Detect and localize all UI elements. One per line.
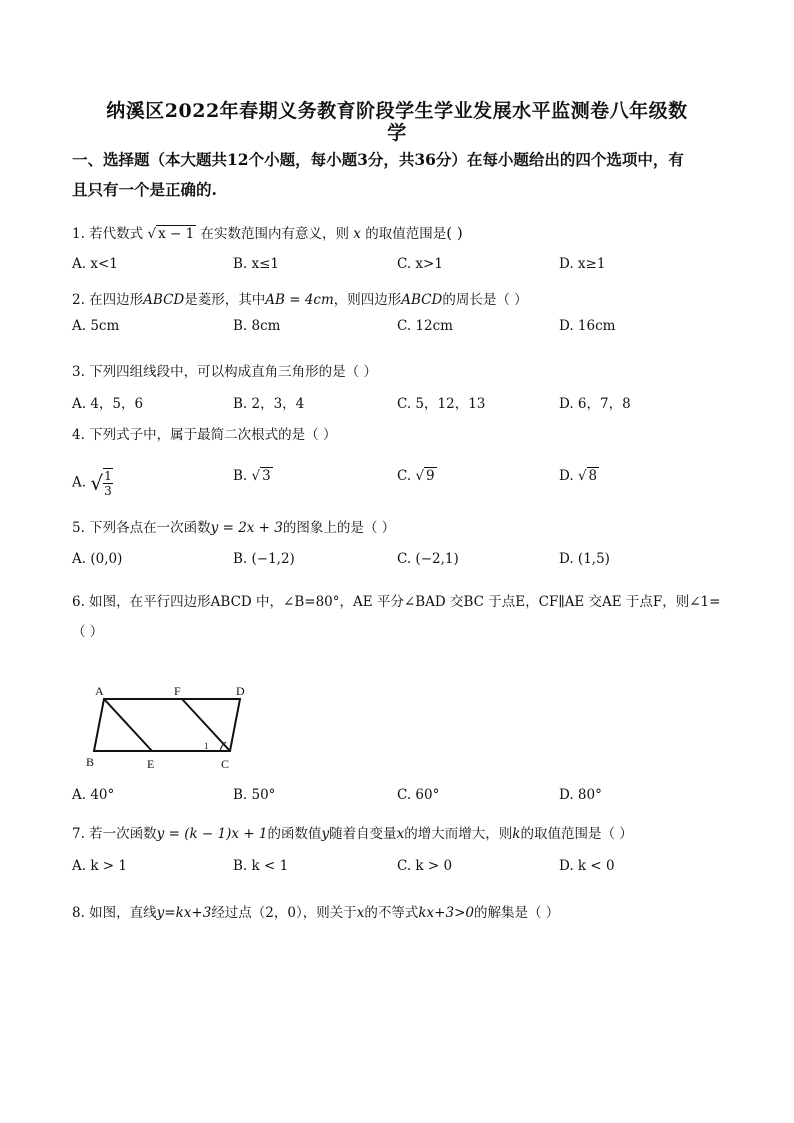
- label-angle-1: 1: [204, 741, 209, 751]
- q4-option-d-radicand: 8: [588, 468, 598, 484]
- q1-paren: ( ): [446, 224, 463, 242]
- q6-option-d[interactable]: D. 80°: [559, 787, 602, 803]
- q5-stem-a: 5. 下列各点在一次函数: [72, 520, 211, 536]
- question-5: [72, 516, 722, 536]
- q4-option-b[interactable]: B. √ 3: [233, 468, 271, 484]
- q2-option-c[interactable]: C. 12cm: [397, 318, 453, 334]
- label-d: D: [236, 684, 245, 698]
- q7-var-k: k: [512, 826, 521, 842]
- question-7: [72, 822, 722, 842]
- q1-option-c[interactable]: C. x>1: [397, 256, 443, 272]
- exam-title-line1: 纳溪区2022年春期义务教育阶段学生学业发展水平监测卷八年级数: [106, 100, 688, 122]
- q3-option-b[interactable]: B. 2，3，4: [233, 396, 305, 412]
- q2-shape: ABCD: [143, 292, 185, 308]
- q8-stem-b: 经过点（2，0），则关于: [211, 905, 357, 921]
- q7-func: y = (k − 1)x + 1: [156, 826, 268, 842]
- q3-option-a[interactable]: A. 4，5，6: [72, 396, 144, 412]
- q2-option-d[interactable]: D. 16cm: [559, 318, 616, 334]
- q7-stem-e: 的取值范围是（ ）: [520, 826, 633, 842]
- q4-option-c-label: C.: [397, 468, 412, 484]
- q5-option-c[interactable]: C. (−2,1): [397, 551, 459, 567]
- q7-stem-b: 的函数值: [267, 826, 322, 842]
- fraction-numerator: 1: [104, 469, 112, 483]
- question-4: 4. 下列式子中，属于最简二次根式的是（ ）: [72, 427, 337, 443]
- label-f: F: [174, 684, 181, 698]
- question-6-line2: （ ）: [72, 624, 104, 640]
- q2-options: [72, 318, 722, 338]
- q7-var-x: x: [396, 826, 405, 842]
- q1-radicand: x − 1: [158, 226, 195, 242]
- q1-stem-c: 的取值范围是: [365, 226, 447, 242]
- parallelogram-figure: [86, 680, 256, 772]
- q1-var: x: [353, 226, 361, 242]
- q7-option-d[interactable]: D. k < 0: [559, 858, 615, 874]
- fraction-denominator: 3: [104, 484, 112, 498]
- parallelogram-abcd: [94, 699, 240, 751]
- q2-shape2: ABCD: [401, 292, 443, 308]
- q2-stem-b: 是菱形，其中: [184, 292, 266, 308]
- q4-option-d[interactable]: D. √ 8: [559, 468, 598, 484]
- question-6-line1: 6. 如图，在平行四边形ABCD 中，∠B=80°，AE 平分∠BAD 交BC 于点E，CF∥AE 交AE 于点F，则∠1=: [72, 594, 721, 610]
- q2-stem-c: ，则四边形: [333, 292, 402, 308]
- q6-option-c[interactable]: C. 60°: [397, 787, 440, 803]
- q5-func: y = 2x + 3: [210, 520, 283, 536]
- q1-stem-b: 在实数范围内有意义，则: [200, 226, 349, 242]
- q4-option-b-label: B.: [233, 468, 248, 484]
- q7-stem-d: 的增大而增大，则: [404, 826, 513, 842]
- q4-options: [72, 458, 722, 498]
- q4-option-d-label: D.: [559, 468, 574, 484]
- label-e: E: [147, 757, 155, 771]
- q1-option-a[interactable]: A. x<1: [72, 256, 118, 272]
- q4-option-b-radicand: 3: [262, 468, 271, 484]
- question-3: 3. 下列四组线段中，可以构成直角三角形的是（ ）: [72, 364, 377, 380]
- q2-stem-d: 的周长是（ ）: [442, 292, 528, 308]
- q3-option-c[interactable]: C. 5，12，13: [397, 396, 486, 412]
- q1-option-d[interactable]: D. x≥1: [559, 256, 606, 272]
- q7-options: [72, 858, 722, 878]
- segment-ae: [104, 699, 152, 751]
- q5-option-a[interactable]: A. (0,0): [72, 551, 123, 567]
- section-heading-line2: 且只有一个是正确的.: [72, 180, 217, 199]
- q6-option-a[interactable]: A. 40°: [72, 787, 115, 803]
- label-c: C: [221, 757, 230, 771]
- sqrt-expression: √ x − 1: [147, 226, 195, 242]
- q6-option-b[interactable]: B. 50°: [233, 787, 276, 803]
- q3-options: [72, 392, 722, 412]
- q3-option-d[interactable]: D. 6，7，8: [559, 396, 631, 412]
- q8-stem-d: 的解集是（ ）: [473, 905, 560, 921]
- q7-option-c[interactable]: C. k > 0: [397, 858, 453, 874]
- q7-stem-a: 7. 若一次函数: [72, 826, 157, 842]
- q4-option-c[interactable]: C. √ 9: [397, 468, 435, 484]
- q8-func: y=kx+3: [156, 905, 212, 921]
- q8-stem-a: 8. 如图，直线: [72, 905, 157, 921]
- q2-option-a[interactable]: A. 5cm: [72, 318, 120, 334]
- label-a: A: [95, 684, 104, 698]
- q5-option-b[interactable]: B. (−1,2): [233, 551, 295, 567]
- q4-option-a-label: A.: [72, 474, 87, 491]
- q1-stem-a: 1. 若代数式: [72, 226, 144, 242]
- q2-eq: AB = 4cm: [265, 292, 334, 308]
- label-b: B: [86, 755, 95, 769]
- q1-options: [72, 256, 722, 276]
- q2-stem-a: 2. 在四边形: [72, 292, 144, 308]
- q7-stem-c: 随着自变量: [329, 826, 397, 842]
- section-heading-line1: 一、选择题（本大题共12个小题，每小题3分，共36分）在每小题给出的四个选项中，有: [72, 150, 684, 169]
- q5-options: [72, 551, 722, 571]
- q4-option-a[interactable]: A. √ $\frac{1}{3}$: [72, 469, 112, 498]
- question-2: [72, 288, 722, 308]
- q8-inequality: kx+3>0: [418, 905, 474, 921]
- q7-var-y: y: [321, 826, 330, 842]
- q7-option-b[interactable]: B. k < 1: [233, 858, 289, 874]
- q1-option-b[interactable]: B. x≤1: [233, 256, 280, 272]
- q7-option-a[interactable]: A. k > 1: [72, 858, 127, 874]
- fraction: [103, 468, 113, 498]
- q5-stem-b: 的图象上的是（ ）: [282, 520, 396, 536]
- q8-var: x: [356, 905, 365, 921]
- q6-options: [72, 787, 722, 807]
- q8-stem-c: 的不等式: [364, 905, 419, 921]
- question-1: [72, 222, 722, 242]
- q4-option-c-radicand: 9: [426, 468, 435, 484]
- q2-option-b[interactable]: B. 8cm: [233, 318, 281, 334]
- exam-title-line2: 学: [387, 122, 407, 144]
- question-8: [72, 901, 722, 921]
- q5-option-d[interactable]: D. (1,5): [559, 551, 610, 567]
